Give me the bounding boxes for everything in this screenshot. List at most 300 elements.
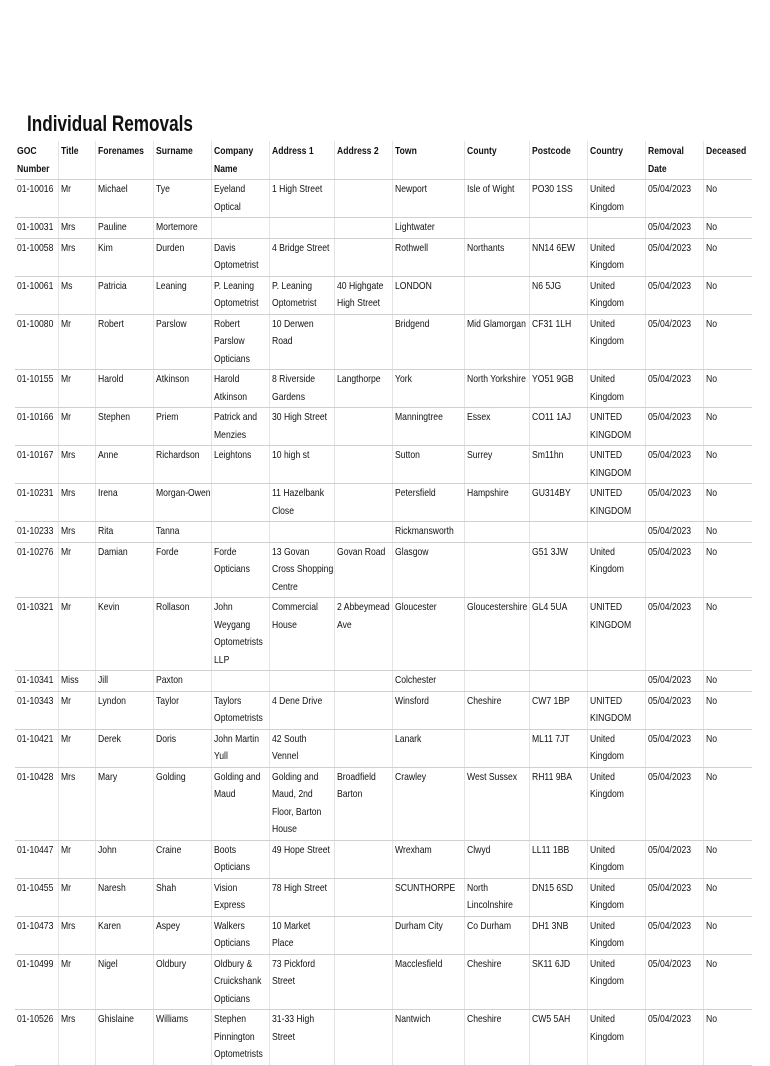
table-cell bbox=[15, 767, 58, 840]
cell-text: Hampshire bbox=[466, 487, 509, 499]
table-cell bbox=[211, 767, 269, 840]
table-cell bbox=[269, 276, 334, 314]
table-cell bbox=[269, 671, 334, 692]
cell-text: Nigel bbox=[97, 957, 118, 970]
table-cell bbox=[587, 954, 645, 1010]
cell-text: Tye bbox=[155, 183, 170, 195]
column-header-label: Address 1 bbox=[271, 145, 314, 157]
table-cell bbox=[703, 276, 752, 314]
table-cell bbox=[15, 729, 58, 767]
table-cell bbox=[703, 446, 752, 484]
table-cell bbox=[464, 276, 529, 314]
cell-text: 13 Govan Cross Shopping Centre bbox=[271, 545, 333, 593]
table-cell bbox=[645, 180, 703, 218]
table-cell bbox=[464, 180, 529, 218]
cell-text: 05/04/2023 bbox=[647, 919, 691, 932]
table-cell bbox=[15, 484, 58, 522]
cell-text: Leaning bbox=[155, 279, 187, 292]
cell-text: Damian bbox=[97, 545, 128, 558]
cell-text: 01-10155 bbox=[17, 373, 54, 385]
cell-text: Golding and Maud bbox=[213, 770, 260, 800]
table-cell bbox=[529, 522, 587, 543]
cell-text: Govan Road bbox=[336, 545, 385, 558]
cell-text: Commercial House bbox=[271, 601, 318, 631]
cell-text: 05/04/2023 bbox=[647, 843, 691, 856]
cell-text: United Kingdom bbox=[589, 957, 624, 987]
cell-text: Mrs bbox=[60, 770, 75, 783]
table-row bbox=[15, 840, 752, 878]
cell-text: UNITED KINGDOM bbox=[589, 449, 631, 479]
table-cell bbox=[587, 238, 645, 276]
table-cell bbox=[211, 840, 269, 878]
cell-text: Morgan-Owen bbox=[155, 487, 211, 499]
table-cell bbox=[529, 598, 587, 671]
table-cell bbox=[15, 954, 58, 1010]
cell-text: Petersfield bbox=[394, 487, 436, 499]
cell-text: Colchester bbox=[394, 674, 436, 686]
table-cell bbox=[95, 314, 153, 370]
table-cell bbox=[464, 484, 529, 522]
cell-text: John Martin Yull bbox=[213, 732, 259, 762]
cell-text: G51 3JW bbox=[531, 545, 568, 558]
table-cell bbox=[58, 180, 95, 218]
cell-text: Surrey bbox=[466, 449, 492, 461]
cell-text: Shah bbox=[155, 881, 176, 894]
table-row bbox=[15, 238, 752, 276]
table-cell bbox=[392, 916, 464, 954]
table-cell bbox=[153, 671, 211, 692]
table-cell bbox=[334, 1010, 392, 1066]
table-cell bbox=[58, 542, 95, 598]
table-cell bbox=[15, 522, 58, 543]
table-cell bbox=[95, 840, 153, 878]
cell-text: N6 5JG bbox=[531, 279, 561, 292]
cell-text: No bbox=[705, 732, 717, 745]
cell-text: 2 Abbeymead Ave bbox=[336, 601, 390, 631]
cell-text: UNITED KINGDOM bbox=[589, 487, 631, 517]
table-cell bbox=[529, 314, 587, 370]
table-cell bbox=[645, 1010, 703, 1066]
table-cell bbox=[703, 878, 752, 916]
cell-text: No bbox=[705, 373, 717, 385]
cell-text: Lanark bbox=[394, 732, 421, 745]
cell-text: Taylor bbox=[155, 694, 179, 707]
table-cell bbox=[269, 954, 334, 1010]
cell-text: Derek bbox=[97, 732, 121, 745]
table-cell bbox=[153, 218, 211, 239]
table-cell bbox=[703, 767, 752, 840]
table-header-row bbox=[15, 141, 752, 180]
table-cell bbox=[703, 408, 752, 446]
table-cell bbox=[153, 691, 211, 729]
cell-text: 01-10428 bbox=[17, 770, 54, 783]
column-header bbox=[529, 141, 587, 180]
table-cell bbox=[464, 522, 529, 543]
table-cell bbox=[645, 370, 703, 408]
table-cell bbox=[703, 542, 752, 598]
cell-text: North Lincolnshire bbox=[466, 881, 513, 911]
cell-text: Priem bbox=[155, 411, 178, 423]
cell-text: Mr bbox=[60, 694, 71, 707]
cell-text: DN15 6SD bbox=[531, 881, 573, 894]
table-cell bbox=[15, 370, 58, 408]
table-cell bbox=[211, 314, 269, 370]
cell-text: RH11 9BA bbox=[531, 770, 572, 783]
table-cell bbox=[703, 484, 752, 522]
column-header bbox=[95, 141, 153, 180]
table-cell bbox=[645, 671, 703, 692]
cell-text: Harold Atkinson bbox=[213, 373, 247, 403]
cell-text: No bbox=[705, 449, 717, 461]
table-cell bbox=[153, 916, 211, 954]
table-cell bbox=[269, 484, 334, 522]
cell-text: John bbox=[97, 843, 117, 856]
table-cell bbox=[392, 522, 464, 543]
table-cell bbox=[703, 180, 752, 218]
table-row bbox=[15, 954, 752, 1010]
column-header-label: County bbox=[466, 145, 497, 157]
table-cell bbox=[58, 408, 95, 446]
cell-text: 01-10455 bbox=[17, 881, 54, 894]
table-cell bbox=[645, 218, 703, 239]
cell-text: Williams bbox=[155, 1013, 188, 1025]
table-cell bbox=[334, 276, 392, 314]
table-cell bbox=[95, 598, 153, 671]
cell-text: 05/04/2023 bbox=[647, 183, 691, 195]
cell-text: Sm11hn bbox=[531, 449, 563, 461]
table-row bbox=[15, 446, 752, 484]
cell-text: York bbox=[394, 373, 412, 385]
table-cell bbox=[95, 671, 153, 692]
table-cell bbox=[587, 276, 645, 314]
cell-text: United Kingdom bbox=[589, 919, 624, 949]
cell-text: 01-10499 bbox=[17, 957, 54, 970]
cell-text: 01-10341 bbox=[17, 674, 54, 686]
cell-text: Irena bbox=[97, 487, 118, 499]
cell-text: No bbox=[705, 601, 717, 613]
table-cell bbox=[269, 238, 334, 276]
cell-text: Macclesfield bbox=[394, 957, 442, 970]
table-cell bbox=[587, 542, 645, 598]
cell-text: Rickmansworth bbox=[394, 525, 454, 537]
cell-text: Mr bbox=[60, 601, 71, 613]
cell-text: Mrs bbox=[60, 449, 75, 461]
table-cell bbox=[529, 446, 587, 484]
cell-text: Newport bbox=[394, 183, 427, 195]
table-cell bbox=[464, 408, 529, 446]
table-cell bbox=[392, 1010, 464, 1066]
column-header-label: Title bbox=[60, 145, 79, 157]
cell-text: No bbox=[705, 279, 717, 292]
table-cell bbox=[15, 671, 58, 692]
cell-text: No bbox=[705, 957, 717, 970]
cell-text: 01-10080 bbox=[17, 317, 54, 330]
table-cell bbox=[464, 878, 529, 916]
table-cell bbox=[645, 916, 703, 954]
cell-text: 01-10016 bbox=[17, 183, 54, 195]
cell-text: Kevin bbox=[97, 601, 120, 613]
cell-text: Lyndon bbox=[97, 694, 126, 707]
cell-text: Isle of Wight bbox=[466, 183, 514, 195]
cell-text: 05/04/2023 bbox=[647, 674, 691, 686]
cell-text: Glasgow bbox=[394, 545, 429, 558]
table-cell bbox=[15, 878, 58, 916]
table-cell bbox=[153, 180, 211, 218]
table-cell bbox=[334, 408, 392, 446]
table-cell bbox=[392, 671, 464, 692]
table-cell bbox=[95, 542, 153, 598]
table-cell bbox=[153, 408, 211, 446]
table-cell bbox=[334, 238, 392, 276]
cell-text: Co Durham bbox=[466, 919, 511, 932]
cell-text: LONDON bbox=[394, 279, 432, 292]
table-cell bbox=[645, 729, 703, 767]
table-cell bbox=[587, 484, 645, 522]
column-header bbox=[587, 141, 645, 180]
cell-text: Rollason bbox=[155, 601, 190, 613]
cell-text: Nantwich bbox=[394, 1013, 430, 1025]
table-cell bbox=[95, 276, 153, 314]
cell-text: Clwyd bbox=[466, 843, 490, 856]
table-cell bbox=[153, 446, 211, 484]
column-header bbox=[15, 141, 58, 180]
table-cell bbox=[703, 916, 752, 954]
table-row bbox=[15, 218, 752, 239]
table-cell bbox=[211, 218, 269, 239]
table-cell bbox=[58, 218, 95, 239]
table-cell bbox=[211, 238, 269, 276]
table-row bbox=[15, 522, 752, 543]
table-cell bbox=[703, 314, 752, 370]
cell-text: SK11 6JD bbox=[531, 957, 570, 970]
cell-text: Aspey bbox=[155, 919, 180, 932]
table-cell bbox=[703, 598, 752, 671]
table-cell bbox=[529, 691, 587, 729]
table-row bbox=[15, 276, 752, 314]
cell-text: No bbox=[705, 241, 717, 254]
table-cell bbox=[587, 314, 645, 370]
table-row bbox=[15, 314, 752, 370]
cell-text: 05/04/2023 bbox=[647, 881, 691, 894]
table-cell bbox=[334, 180, 392, 218]
table-cell bbox=[464, 729, 529, 767]
table-row bbox=[15, 542, 752, 598]
table-cell bbox=[95, 767, 153, 840]
table-cell bbox=[269, 218, 334, 239]
cell-text: Mr bbox=[60, 317, 71, 330]
table-cell bbox=[529, 180, 587, 218]
table-cell bbox=[334, 484, 392, 522]
table-cell bbox=[703, 1010, 752, 1066]
cell-text: Northants bbox=[466, 241, 504, 254]
cell-text: United Kingdom bbox=[589, 279, 624, 309]
cell-text: Cheshire bbox=[466, 1013, 501, 1025]
table-cell bbox=[58, 671, 95, 692]
cell-text: 01-10231 bbox=[17, 487, 54, 499]
table-cell bbox=[58, 916, 95, 954]
table-cell bbox=[587, 729, 645, 767]
cell-text: 01-10473 bbox=[17, 919, 54, 932]
table-cell bbox=[15, 598, 58, 671]
column-header-label: Forenames bbox=[97, 145, 144, 157]
table-cell bbox=[95, 916, 153, 954]
table-cell bbox=[15, 916, 58, 954]
cell-text: ML11 7JT bbox=[531, 732, 570, 745]
table-cell bbox=[153, 954, 211, 1010]
table-cell bbox=[211, 408, 269, 446]
table-cell bbox=[153, 767, 211, 840]
cell-text: 05/04/2023 bbox=[647, 449, 691, 461]
table-cell bbox=[153, 1010, 211, 1066]
table-cell bbox=[529, 840, 587, 878]
table-cell bbox=[529, 1010, 587, 1066]
table-cell bbox=[211, 598, 269, 671]
table-cell bbox=[392, 218, 464, 239]
cell-text: Leightons bbox=[213, 449, 251, 461]
table-cell bbox=[529, 484, 587, 522]
table-cell bbox=[269, 370, 334, 408]
cell-text: Naresh bbox=[97, 881, 126, 894]
table-cell bbox=[645, 484, 703, 522]
table-cell bbox=[703, 691, 752, 729]
cell-text: No bbox=[705, 1013, 717, 1025]
table-cell bbox=[334, 916, 392, 954]
table-cell bbox=[645, 767, 703, 840]
table-row bbox=[15, 729, 752, 767]
cell-text: 01-10061 bbox=[17, 279, 54, 292]
cell-text: No bbox=[705, 411, 717, 423]
cell-text: UNITED KINGDOM bbox=[589, 411, 631, 441]
table-row bbox=[15, 691, 752, 729]
table-cell bbox=[587, 598, 645, 671]
cell-text: 05/04/2023 bbox=[647, 957, 691, 970]
table-cell bbox=[334, 218, 392, 239]
table-cell bbox=[211, 916, 269, 954]
cell-text: 49 Hope Street bbox=[271, 843, 330, 856]
column-header bbox=[211, 141, 269, 180]
cell-text: 05/04/2023 bbox=[647, 770, 691, 783]
cell-text: GL4 5UA bbox=[531, 601, 567, 613]
table-cell bbox=[15, 446, 58, 484]
table-cell bbox=[464, 767, 529, 840]
table-cell bbox=[95, 180, 153, 218]
table-cell bbox=[645, 238, 703, 276]
cell-text: No bbox=[705, 881, 717, 894]
cell-text: Forde Opticians bbox=[213, 545, 250, 575]
table-cell bbox=[392, 314, 464, 370]
cell-text: 11 Hazelbank Close bbox=[271, 487, 324, 517]
table-cell bbox=[464, 840, 529, 878]
table-cell bbox=[95, 484, 153, 522]
table-cell bbox=[95, 408, 153, 446]
table-cell bbox=[269, 542, 334, 598]
table-cell bbox=[95, 954, 153, 1010]
cell-text: North Yorkshire bbox=[466, 373, 526, 385]
table-cell bbox=[15, 218, 58, 239]
cell-text: United Kingdom bbox=[589, 843, 624, 873]
cell-text: CW7 1BP bbox=[531, 694, 570, 707]
cell-text: United Kingdom bbox=[589, 1013, 624, 1043]
table-cell bbox=[334, 840, 392, 878]
cell-text: Robert Parslow Opticians bbox=[213, 317, 250, 365]
table-cell bbox=[211, 370, 269, 408]
table-cell bbox=[269, 916, 334, 954]
cell-text: John Weygang Optometrists LLP bbox=[213, 601, 263, 666]
cell-text: Anne bbox=[97, 449, 118, 461]
table-cell bbox=[334, 671, 392, 692]
cell-text: Taylors Optometrists bbox=[213, 694, 263, 724]
cell-text: CO11 1AJ bbox=[531, 411, 571, 423]
table-cell bbox=[464, 1010, 529, 1066]
column-header bbox=[464, 141, 529, 180]
cell-text: Mrs bbox=[60, 919, 75, 932]
table-cell bbox=[645, 276, 703, 314]
column-header-label: Company Name bbox=[213, 145, 253, 175]
cell-text: Bridgend bbox=[394, 317, 429, 330]
cell-text: Robert bbox=[97, 317, 124, 330]
table-cell bbox=[153, 598, 211, 671]
table-cell bbox=[334, 370, 392, 408]
cell-text: 30 High Street bbox=[271, 411, 327, 423]
table-cell bbox=[95, 691, 153, 729]
table-cell bbox=[15, 238, 58, 276]
table-cell bbox=[58, 370, 95, 408]
table-cell bbox=[464, 598, 529, 671]
cell-text: Crawley bbox=[394, 770, 426, 783]
cell-text: No bbox=[705, 317, 717, 330]
cell-text: Golding and Maud, 2nd Floor, Barton House bbox=[271, 770, 321, 835]
table-cell bbox=[587, 180, 645, 218]
cell-text: 05/04/2023 bbox=[647, 694, 691, 707]
table-cell bbox=[464, 238, 529, 276]
table-cell bbox=[529, 542, 587, 598]
table-cell bbox=[703, 840, 752, 878]
table-row bbox=[15, 408, 752, 446]
table-cell bbox=[529, 671, 587, 692]
cell-text: Michael bbox=[97, 183, 128, 195]
table-row bbox=[15, 598, 752, 671]
cell-text: No bbox=[705, 694, 717, 707]
table-cell bbox=[211, 542, 269, 598]
table-cell bbox=[645, 840, 703, 878]
table-cell bbox=[15, 408, 58, 446]
table-cell bbox=[153, 840, 211, 878]
table-cell bbox=[211, 954, 269, 1010]
table-cell bbox=[153, 238, 211, 276]
cell-text: Manningtree bbox=[394, 411, 443, 423]
cell-text: No bbox=[705, 545, 717, 558]
cell-text: UNITED KINGDOM bbox=[589, 694, 631, 724]
cell-text: Ms bbox=[60, 279, 72, 292]
table-cell bbox=[392, 691, 464, 729]
table-cell bbox=[269, 598, 334, 671]
cell-text: 05/04/2023 bbox=[647, 373, 691, 385]
cell-text: LL11 1BB bbox=[531, 843, 569, 856]
cell-text: Essex bbox=[466, 411, 490, 423]
cell-text: Davis Optometrist bbox=[213, 241, 258, 271]
table-cell bbox=[587, 691, 645, 729]
cell-text: 4 Dene Drive bbox=[271, 694, 322, 707]
table-cell bbox=[15, 840, 58, 878]
cell-text: Mrs bbox=[60, 221, 75, 233]
cell-text: Jill bbox=[97, 674, 108, 686]
cell-text: Mid Glamorgan bbox=[466, 317, 526, 330]
table-cell bbox=[211, 446, 269, 484]
cell-text: 01-10031 bbox=[17, 221, 54, 233]
table-cell bbox=[211, 484, 269, 522]
removals-table bbox=[15, 141, 752, 1066]
table-cell bbox=[392, 542, 464, 598]
